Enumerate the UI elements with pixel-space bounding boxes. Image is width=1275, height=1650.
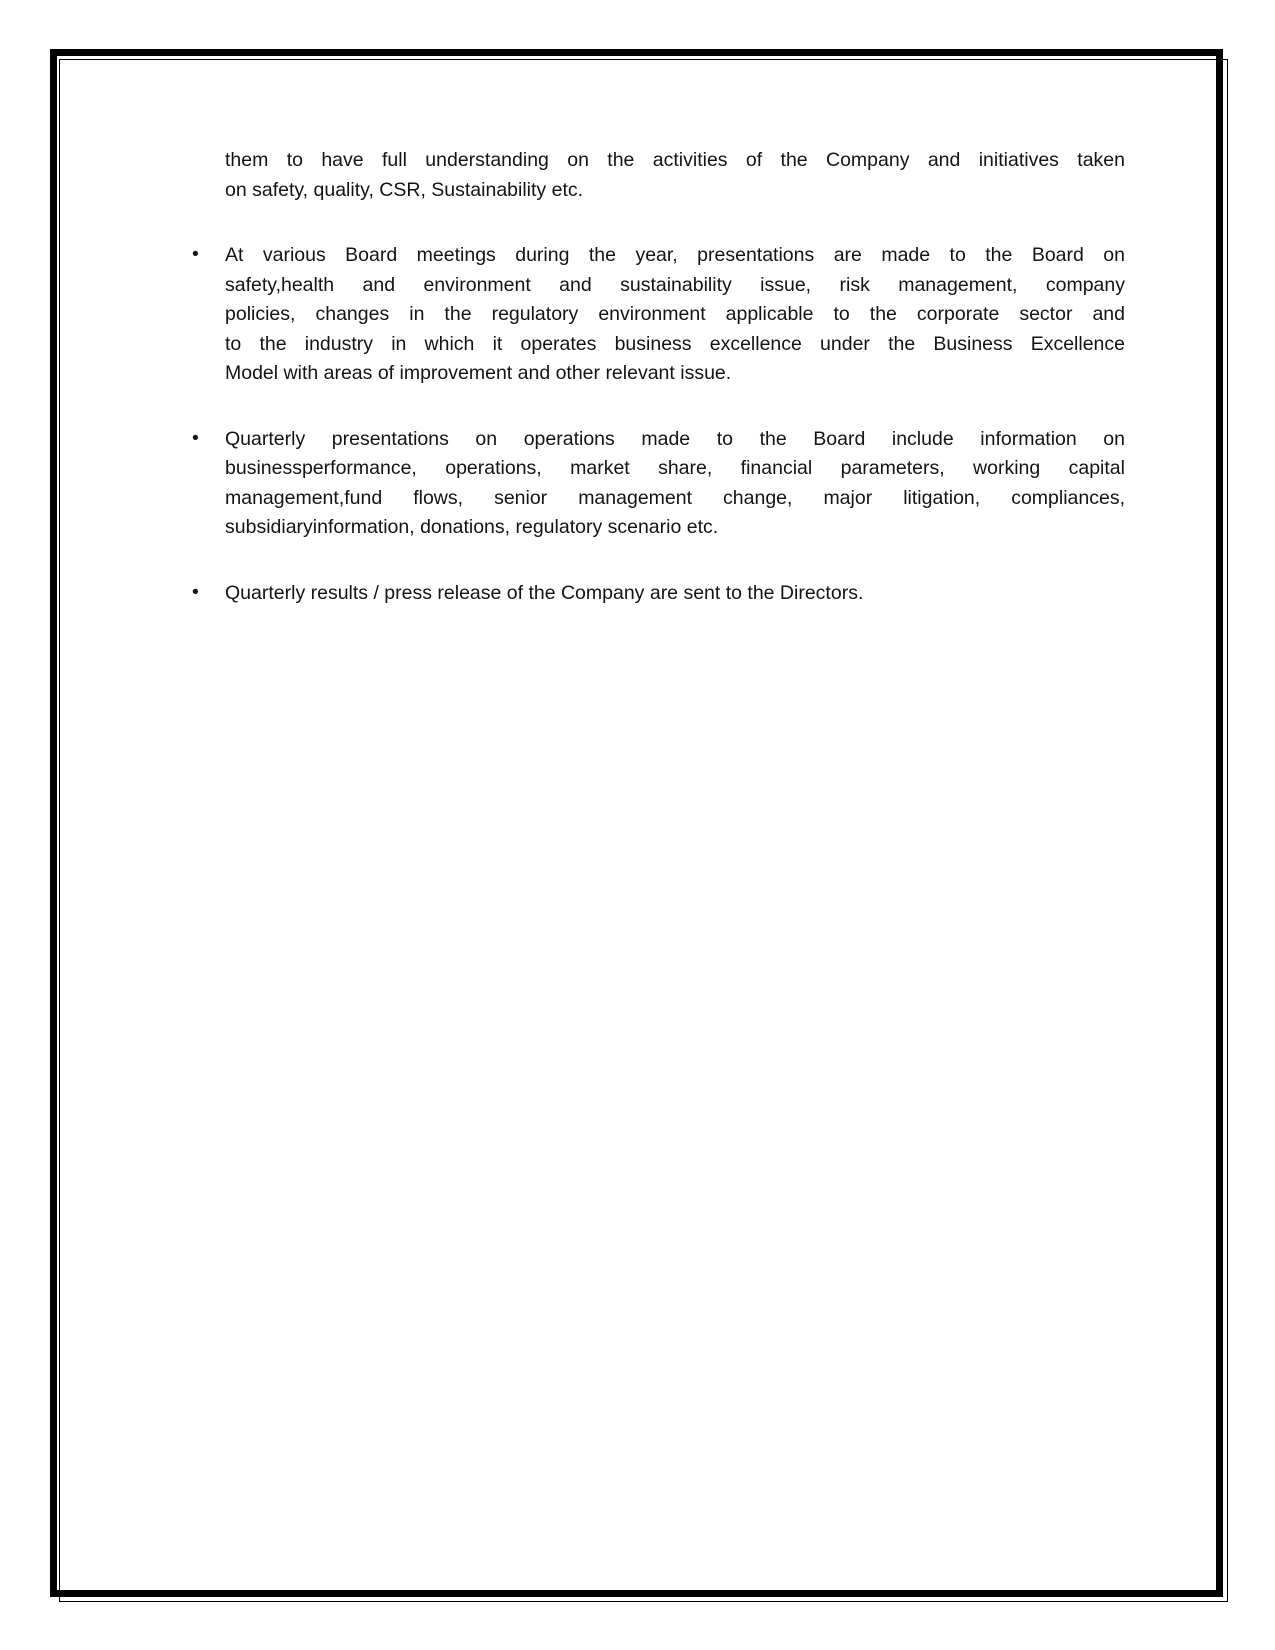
bullet-icon: • [192, 243, 199, 265]
text-line: management,fund flows, senior management change, major litigation, compliances, [225, 486, 1125, 509]
bullet-paragraph [192, 425, 1125, 543]
text-line: them to have full understanding on the activities of the Company and initiatives taken [225, 149, 1125, 171]
bullet-icon: • [192, 580, 199, 603]
bullet-icon: • [192, 426, 199, 449]
bullet-paragraph [192, 579, 1125, 609]
text-line: safety,health and environment and sustainability issue, risk management, company [225, 273, 1125, 296]
text-line: At various Board meetings during the year, presentations are made to the Board on [225, 244, 1125, 266]
bullet-paragraph [192, 241, 1125, 389]
text-line: Quarterly results / press release of the Company are sent to the Directors. [225, 581, 864, 604]
document-content [192, 146, 1125, 608]
text-line: policies, changes in the regulatory environment applicable to the corporate sector and [225, 303, 1125, 325]
text-line: Quarterly presentations on operations made to the Board include information on [225, 427, 1125, 450]
text-line: Model with areas of improvement and other relevant issue. [225, 362, 732, 384]
text-line: to the industry in which it operates business excellence under the Business Excellence [225, 332, 1125, 355]
paragraph-continuation [225, 146, 1125, 205]
text-line: on safety, quality, CSR, Sustainability etc. [225, 178, 584, 201]
text-line: subsidiaryinformation, donations, regulatory scenario etc. [225, 516, 719, 538]
text-line: businessperformance, operations, market share, financial parameters, working capital [225, 457, 1125, 479]
